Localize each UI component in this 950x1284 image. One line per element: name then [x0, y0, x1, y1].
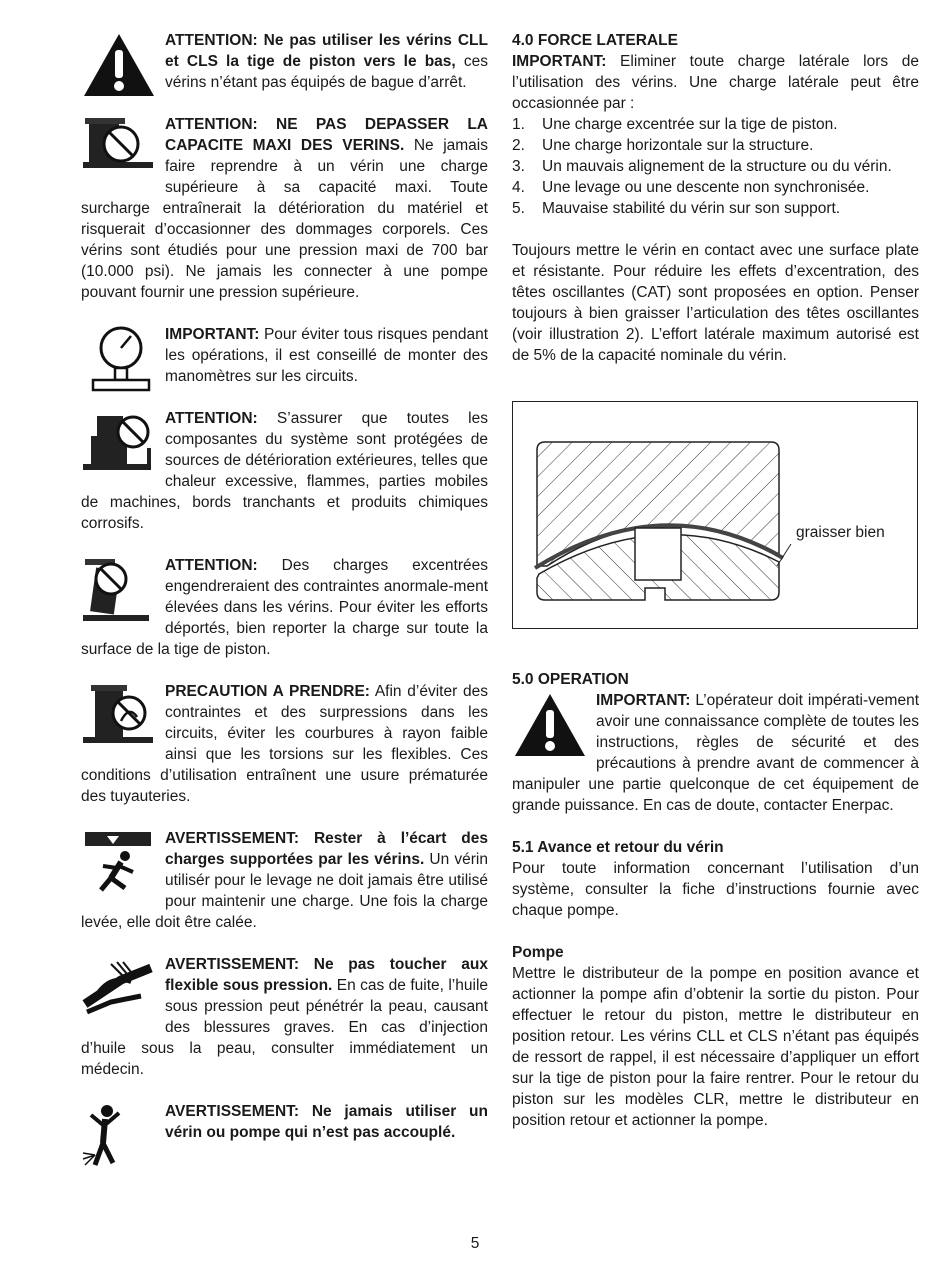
section-4-intro-text: Eliminer toute charge latérale lors de l’utilisation des vérins. Une charge latérale peut être occasionnée par :: [512, 53, 919, 112]
list-item-number: 5.: [512, 200, 525, 217]
stay-clear-load-icon: [81, 828, 165, 912]
warning-block-4: [81, 408, 488, 534]
pompe-title: Pompe: [512, 944, 564, 961]
list-item-number: 2.: [512, 137, 525, 154]
page-number: 5: [470, 1235, 480, 1252]
warning-triangle-icon: [512, 690, 596, 774]
warning-4-text: S’assurer que toutes les composantes du système sont protégées de sources de détérioration extérieures, telles que chaleur excessive, flammes, parties mobiles de machines, bords tranchants et produits chimiques corrosifs.: [81, 410, 488, 532]
list-item-number: 4.: [512, 179, 525, 196]
pompe-text: Mettre le distributeur de la pompe en position avance et actionner la pompe afin d’obtenir la sortie du piston. Pour effectuer le retour du piston, mettre le distributeur en position retour. Les vérins CLL et CLS n’étant pas équipés de ressort de rappel, il est nécessaire d’appliquer un effort sur la tige de piston pour la faire rentrer. Pour le retour du piston sur les modèles CLR, mettre le distributeur en position retour et actionner la pompe.: [512, 965, 919, 1129]
warning-6-bold: PRECAUTION A PRENDRE:: [165, 683, 370, 700]
section-5-title: 5.0 OPERATION: [512, 671, 629, 688]
offcenter-load-prohibited-icon: [81, 555, 165, 639]
list-item: [512, 114, 919, 135]
lateral-load-causes-list: [512, 114, 919, 219]
warning-block-8: [81, 954, 488, 1080]
warning-block-2: [81, 114, 488, 303]
warning-block-1: [81, 30, 488, 93]
warning-9-bold: AVERTISSEMENT: Ne jamais utiliser un vérin ou pompe qui n’est pas accouplé.: [165, 1103, 488, 1141]
list-item-text: Une charge horizontale sur la structure.: [542, 137, 814, 154]
right-column: [512, 30, 919, 1131]
warning-block-7: [81, 828, 488, 933]
list-item: [512, 177, 919, 198]
warning-3-bold: IMPORTANT:: [165, 326, 260, 343]
warning-8-text: En cas de fuite, l’huile sous pression peut pénétrér la peau, causant des blessures graves. En cas d’injection d’huile sous la peau, consulter immédiatement un médecin.: [81, 977, 489, 1078]
tilt-saddle-figure: [512, 401, 918, 629]
warning-5-bold: ATTENTION:: [165, 557, 258, 574]
warning-5-text: Des charges excentrées engendreraient des contraintes anormale-ment élevées dans les vérins. Pour éviter les efforts déportés, bien reporter la charge sur toute la surface de la tige de piston.: [81, 557, 488, 658]
list-item-text: Une charge excentrée sur la tige de piston.: [542, 116, 838, 133]
tilt-saddle-drawing: [513, 402, 917, 628]
section-5-1-text: Pour toute information concernant l’utilisation d’un système, consulter la fiche d’instructions fournie avec chaque pompe.: [512, 860, 919, 919]
section-5-text: L’opérateur doit impérati-vement avoir une connaissance complète de toutes les instructions, règles de sécurité et des précautions à prendre avant de commencer à manipuler une partie quelconque de cet équipement de grande puissance. En cas de doute, contacter Enerpac.: [512, 692, 919, 814]
external-damage-prohibited-icon: [81, 408, 165, 492]
list-item-text: Un mauvais alignement de la structure ou du vérin.: [542, 158, 892, 175]
warning-3-text: Pour éviter tous risques pendant les opérations, il est conseillé de monter des manomètres sur les circuits.: [165, 326, 488, 385]
grease-label: graisser bien: [796, 524, 885, 541]
warning-2-text: Ne jamais faire reprendre à un vérin une charge supérieure à sa capacité maxi. Toute surcharge entraînerait la détérioration du matériel et risquerait d’occasionner des dommages corporels. Ces vérins sont étudiés pour une pression maxi de 700 bar (10.000 psi). Ne jamais les connecter à une pompe pouvant fournir une pression supérieure.: [81, 137, 489, 301]
list-item: [512, 198, 919, 219]
warning-triangle-icon: [81, 30, 165, 114]
hose-kink-prohibited-icon: [81, 681, 165, 765]
section-4-intro-bold: IMPORTANT:: [512, 53, 607, 70]
warning-1-text: ces vérins n’étant pas équipés de bague d’arrêt.: [165, 53, 488, 91]
section-4-title: 4.0 FORCE LATERALE: [512, 32, 678, 49]
warning-7-bold: AVERTISSEMENT: Rester à l’écart des charges supportées par les vérins.: [165, 830, 488, 868]
warning-4-bold: ATTENTION:: [165, 410, 258, 427]
warning-block-6: [81, 681, 488, 807]
list-item-number: 3.: [512, 158, 525, 175]
list-item-text: Mauvaise stabilité du vérin sur son support.: [542, 200, 841, 217]
section-4-paragraph: Toujours mettre le vérin en contact avec une surface plate et résistante. Pour réduire les effets d’excentration, des têtes oscillantes (CAT) sont proposées en option. Penser toujours à bien graisser l’articulation des têtes oscillantes (voir illustration 2). L’effort latérale maximum autorisé est de 5% de la capacité nominale du vérin.: [512, 242, 919, 364]
left-column: [81, 30, 488, 1185]
section-5-block: [512, 690, 919, 816]
section-4-intro: [512, 51, 919, 114]
list-item: [512, 156, 919, 177]
warning-block-3: [81, 324, 488, 387]
list-item-number: 1.: [512, 116, 525, 133]
uncoupled-hazard-icon: [81, 1101, 165, 1185]
warning-7-text: Un vérin utilisér pour le levage ne doit jamais être utilisé pour maintenir une charge. Une fois la charge levée, elle doit être calée.: [81, 851, 488, 931]
pressure-gauge-icon: [81, 324, 165, 408]
warning-1-bold: ATTENTION: Ne pas utiliser les vérins CLL et CLS la tige de piston vers le bas,: [165, 32, 488, 70]
warning-8-bold: AVERTISSEMENT: Ne pas toucher aux flexible sous pression.: [165, 956, 488, 994]
warning-block-5: [81, 555, 488, 660]
high-pressure-hose-icon: [81, 954, 165, 1038]
section-5-bold: IMPORTANT:: [596, 692, 691, 709]
warning-2-bold: ATTENTION: NE PAS DEPASSER LA CAPACITE MAXI DES VERINS.: [165, 116, 488, 154]
warning-block-9: [81, 1101, 488, 1143]
list-item-text: Une levage ou une descente non synchronisée.: [542, 179, 870, 196]
section-5-1-title: 5.1 Avance et retour du vérin: [512, 839, 724, 856]
overload-prohibited-icon: [81, 114, 165, 198]
list-item: [512, 135, 919, 156]
warning-6-text: Afin d’éviter des contraintes et des surpressions dans les circuits, éviter les courbures à rayon faible ainsi que les torsions sur les flexibles. Ces conditions d’utilisation entraînent une usure prématurée des tuyauteries.: [81, 683, 488, 805]
